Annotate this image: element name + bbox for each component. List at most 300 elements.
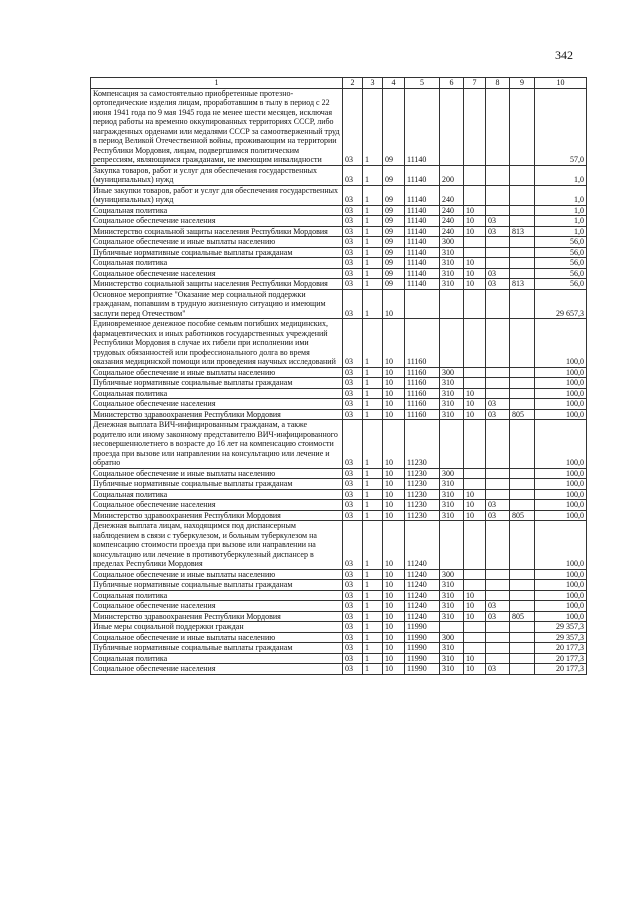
ministry-code-cell <box>510 489 535 500</box>
direction-cell: 11230 <box>405 420 440 469</box>
row-name-cell: Иные закупки товаров, работ и услуг для обеспечения государственных (муниципальных) нужд <box>91 185 343 205</box>
direction-cell: 11140 <box>405 226 440 237</box>
ministry-code-cell: 813 <box>510 226 535 237</box>
subprogram-cell: 09 <box>383 258 405 269</box>
amount-cell: 1,0 <box>535 226 587 237</box>
row-name-cell: Единовременное денежное пособие семьям погибших медицинских, фармацевтических и иных работников государственных учреждений Республики Мордовия в случае их гибели при исполнении ими трудовых обязанностей или профессионального долга во время оказания медицинской помощи или проведения научных исследований <box>91 319 343 368</box>
amount-cell: 100,0 <box>535 409 587 420</box>
table-row <box>91 601 587 612</box>
subprogram-cell: 09 <box>383 268 405 279</box>
table-row <box>91 468 587 479</box>
table-row <box>91 479 587 490</box>
amount-cell: 29 657,3 <box>535 289 587 319</box>
division-cell: 10 <box>464 489 486 500</box>
ministry-code-cell <box>510 258 535 269</box>
expense-type-cell: 300 <box>440 569 464 580</box>
table-row <box>91 489 587 500</box>
program-cell: 1 <box>363 653 383 664</box>
row-name-cell: Основное мероприятие "Оказание мер социальной поддержки гражданам, попавшим в трудную жизненную ситуацию и имеющим заслуги перед Отечеством" <box>91 289 343 319</box>
expense-type-cell <box>440 88 464 165</box>
division-cell: 10 <box>464 409 486 420</box>
ministry-code-cell <box>510 237 535 248</box>
ministry-code-cell <box>510 500 535 511</box>
program-cell: 1 <box>363 409 383 420</box>
program-cell: 1 <box>363 468 383 479</box>
division-cell <box>464 580 486 591</box>
amount-cell: 20 177,3 <box>535 653 587 664</box>
expense-type-cell <box>440 420 464 469</box>
expense-type-cell: 310 <box>440 479 464 490</box>
subdivision-cell <box>486 378 510 389</box>
division-cell: 10 <box>464 664 486 675</box>
row-name-cell: Министерство здравоохранения Республики Мордовия <box>91 409 343 420</box>
ministry-code-cell <box>510 590 535 601</box>
subprogram-cell: 10 <box>383 622 405 633</box>
direction-cell <box>405 289 440 319</box>
expense-type-cell: 310 <box>440 590 464 601</box>
amount-cell: 100,0 <box>535 500 587 511</box>
section-cell: 03 <box>343 590 363 601</box>
ministry-code-cell <box>510 185 535 205</box>
expense-type-cell: 310 <box>440 611 464 622</box>
program-cell: 1 <box>363 268 383 279</box>
table-row <box>91 88 587 165</box>
division-cell: 10 <box>464 510 486 521</box>
ministry-code-cell <box>510 569 535 580</box>
subprogram-cell: 10 <box>383 590 405 601</box>
subdivision-cell <box>486 289 510 319</box>
amount-cell: 29 357,3 <box>535 632 587 643</box>
header-cell: 5 <box>405 78 440 89</box>
subdivision-cell: 03 <box>486 268 510 279</box>
expense-type-cell: 310 <box>440 409 464 420</box>
section-cell: 03 <box>343 500 363 511</box>
subdivision-cell <box>486 367 510 378</box>
ministry-code-cell <box>510 622 535 633</box>
header-cell: 10 <box>535 78 587 89</box>
section-cell: 03 <box>343 664 363 675</box>
table-row <box>91 185 587 205</box>
subprogram-cell: 10 <box>383 653 405 664</box>
row-name-cell: Социальное обеспечение населения <box>91 601 343 612</box>
subprogram-cell: 10 <box>383 500 405 511</box>
subdivision-cell <box>486 388 510 399</box>
direction-cell: 11230 <box>405 510 440 521</box>
ministry-code-cell <box>510 521 535 570</box>
expense-type-cell: 310 <box>440 580 464 591</box>
table-row <box>91 409 587 420</box>
section-cell: 03 <box>343 388 363 399</box>
section-cell: 03 <box>343 185 363 205</box>
subdivision-cell <box>486 569 510 580</box>
program-cell: 1 <box>363 226 383 237</box>
subprogram-cell: 09 <box>383 165 405 185</box>
table-row <box>91 367 587 378</box>
program-cell: 1 <box>363 388 383 399</box>
table-row <box>91 653 587 664</box>
amount-cell: 100,0 <box>535 489 587 500</box>
division-cell <box>464 319 486 368</box>
row-name-cell: Социальная политика <box>91 258 343 269</box>
subprogram-cell: 10 <box>383 521 405 570</box>
table-row <box>91 569 587 580</box>
section-cell: 03 <box>343 258 363 269</box>
table-row <box>91 611 587 622</box>
subdivision-cell: 03 <box>486 664 510 675</box>
expense-type-cell: 200 <box>440 165 464 185</box>
subdivision-cell <box>486 653 510 664</box>
amount-cell: 1,0 <box>535 216 587 227</box>
subdivision-cell: 03 <box>486 399 510 410</box>
direction-cell: 11230 <box>405 468 440 479</box>
amount-cell: 100,0 <box>535 590 587 601</box>
division-cell <box>464 378 486 389</box>
ministry-code-cell <box>510 601 535 612</box>
section-cell: 03 <box>343 643 363 654</box>
expense-type-cell: 310 <box>440 279 464 290</box>
row-name-cell: Социальная политика <box>91 489 343 500</box>
row-name-cell: Публичные нормативные социальные выплаты гражданам <box>91 247 343 258</box>
subprogram-cell: 10 <box>383 632 405 643</box>
direction-cell: 11160 <box>405 378 440 389</box>
row-name-cell: Социальное обеспечение населения <box>91 399 343 410</box>
expense-type-cell: 310 <box>440 378 464 389</box>
row-name-cell: Социальное обеспечение и иные выплаты населению <box>91 632 343 643</box>
ministry-code-cell <box>510 643 535 654</box>
amount-cell: 1,0 <box>535 165 587 185</box>
expense-type-cell: 310 <box>440 268 464 279</box>
row-name-cell: Социальная политика <box>91 205 343 216</box>
amount-cell: 56,0 <box>535 247 587 258</box>
expense-type-cell: 310 <box>440 247 464 258</box>
division-cell <box>464 289 486 319</box>
expense-type-cell: 310 <box>440 510 464 521</box>
subdivision-cell <box>486 205 510 216</box>
row-name-cell: Министерство социальной защиты населения Республики Мордовия <box>91 226 343 237</box>
subdivision-cell <box>486 165 510 185</box>
program-cell: 1 <box>363 664 383 675</box>
direction-cell: 11140 <box>405 247 440 258</box>
section-cell: 03 <box>343 165 363 185</box>
subprogram-cell: 09 <box>383 247 405 258</box>
section-cell: 03 <box>343 205 363 216</box>
subdivision-cell <box>486 258 510 269</box>
ministry-code-cell <box>510 580 535 591</box>
subprogram-cell: 10 <box>383 289 405 319</box>
amount-cell: 100,0 <box>535 569 587 580</box>
section-cell: 03 <box>343 399 363 410</box>
division-cell <box>464 420 486 469</box>
expense-type-cell: 300 <box>440 367 464 378</box>
program-cell: 1 <box>363 590 383 601</box>
section-cell: 03 <box>343 88 363 165</box>
table-row <box>91 258 587 269</box>
ministry-code-cell <box>510 653 535 664</box>
subprogram-cell: 10 <box>383 399 405 410</box>
subprogram-cell: 09 <box>383 226 405 237</box>
subprogram-cell: 10 <box>383 468 405 479</box>
subprogram-cell: 10 <box>383 409 405 420</box>
subdivision-cell: 03 <box>486 601 510 612</box>
ministry-code-cell: 813 <box>510 279 535 290</box>
expense-type-cell: 310 <box>440 399 464 410</box>
section-cell: 03 <box>343 289 363 319</box>
direction-cell: 11230 <box>405 479 440 490</box>
amount-cell: 100,0 <box>535 319 587 368</box>
direction-cell: 11160 <box>405 388 440 399</box>
row-name-cell: Социальная политика <box>91 590 343 601</box>
subprogram-cell: 10 <box>383 319 405 368</box>
amount-cell: 56,0 <box>535 258 587 269</box>
subdivision-cell <box>486 622 510 633</box>
section-cell: 03 <box>343 409 363 420</box>
division-cell <box>464 247 486 258</box>
program-cell: 1 <box>363 205 383 216</box>
program-cell: 1 <box>363 88 383 165</box>
subdivision-cell: 03 <box>486 500 510 511</box>
table-row <box>91 500 587 511</box>
row-name-cell: Денежная выплата лицам, находящимся под диспансерным наблюдением в связи с туберкулезом, и больным туберкулезом на компенсацию стоимости проезда при вызове или направлении на консультацию или лечение в противотуберкулезный диспансер в пределах Республики Мордовия <box>91 521 343 570</box>
budget-table <box>90 77 587 675</box>
program-cell: 1 <box>363 500 383 511</box>
program-cell: 1 <box>363 185 383 205</box>
section-cell: 03 <box>343 479 363 490</box>
ministry-code-cell <box>510 399 535 410</box>
amount-cell: 100,0 <box>535 510 587 521</box>
subprogram-cell: 10 <box>383 388 405 399</box>
expense-type-cell <box>440 289 464 319</box>
header-cell: 4 <box>383 78 405 89</box>
section-cell: 03 <box>343 653 363 664</box>
table-row <box>91 510 587 521</box>
subdivision-cell <box>486 237 510 248</box>
header-cell: 3 <box>363 78 383 89</box>
table-row <box>91 205 587 216</box>
direction-cell: 11140 <box>405 185 440 205</box>
program-cell: 1 <box>363 289 383 319</box>
ministry-code-cell: 805 <box>510 510 535 521</box>
expense-type-cell: 300 <box>440 237 464 248</box>
subprogram-cell: 09 <box>383 279 405 290</box>
ministry-code-cell <box>510 664 535 675</box>
amount-cell: 56,0 <box>535 279 587 290</box>
expense-type-cell: 310 <box>440 489 464 500</box>
ministry-code-cell <box>510 268 535 279</box>
direction-cell: 11240 <box>405 569 440 580</box>
direction-cell: 11990 <box>405 622 440 633</box>
table-row <box>91 622 587 633</box>
table-row <box>91 226 587 237</box>
program-cell: 1 <box>363 510 383 521</box>
direction-cell: 11140 <box>405 205 440 216</box>
program-cell: 1 <box>363 643 383 654</box>
program-cell: 1 <box>363 611 383 622</box>
section-cell: 03 <box>343 468 363 479</box>
section-cell: 03 <box>343 420 363 469</box>
division-cell <box>464 569 486 580</box>
row-name-cell: Социальное обеспечение населения <box>91 664 343 675</box>
ministry-code-cell <box>510 319 535 368</box>
table-row <box>91 268 587 279</box>
direction-cell: 11160 <box>405 409 440 420</box>
subprogram-cell: 09 <box>383 216 405 227</box>
direction-cell: 11230 <box>405 500 440 511</box>
section-cell: 03 <box>343 580 363 591</box>
division-cell: 10 <box>464 279 486 290</box>
table-row <box>91 378 587 389</box>
division-cell <box>464 521 486 570</box>
header-cell: 9 <box>510 78 535 89</box>
row-name-cell: Публичные нормативные социальные выплаты гражданам <box>91 479 343 490</box>
program-cell: 1 <box>363 489 383 500</box>
row-name-cell: Социальное обеспечение населения <box>91 500 343 511</box>
ministry-code-cell <box>510 247 535 258</box>
table-row <box>91 289 587 319</box>
amount-cell: 20 177,3 <box>535 643 587 654</box>
table-row <box>91 237 587 248</box>
row-name-cell: Социальное обеспечение и иные выплаты населению <box>91 367 343 378</box>
direction-cell: 11240 <box>405 521 440 570</box>
direction-cell: 11240 <box>405 611 440 622</box>
row-name-cell: Социальное обеспечение и иные выплаты населению <box>91 468 343 479</box>
program-cell: 1 <box>363 521 383 570</box>
subdivision-cell <box>486 479 510 490</box>
expense-type-cell: 310 <box>440 500 464 511</box>
program-cell: 1 <box>363 216 383 227</box>
division-cell <box>464 643 486 654</box>
expense-type-cell: 310 <box>440 664 464 675</box>
subdivision-cell: 03 <box>486 226 510 237</box>
program-cell: 1 <box>363 319 383 368</box>
division-cell <box>464 165 486 185</box>
program-cell: 1 <box>363 165 383 185</box>
ministry-code-cell <box>510 205 535 216</box>
table-row <box>91 643 587 654</box>
expense-type-cell <box>440 319 464 368</box>
direction-cell: 11160 <box>405 319 440 368</box>
row-name-cell: Социальное обеспечение населения <box>91 216 343 227</box>
direction-cell: 11140 <box>405 88 440 165</box>
division-cell: 10 <box>464 399 486 410</box>
subprogram-cell: 10 <box>383 664 405 675</box>
expense-type-cell: 310 <box>440 258 464 269</box>
section-cell: 03 <box>343 367 363 378</box>
section-cell: 03 <box>343 521 363 570</box>
ministry-code-cell <box>510 88 535 165</box>
header-row <box>91 78 587 89</box>
direction-cell: 11990 <box>405 643 440 654</box>
table-row <box>91 165 587 185</box>
division-cell: 10 <box>464 226 486 237</box>
table-row <box>91 590 587 601</box>
header-cell: 7 <box>464 78 486 89</box>
row-name-cell: Социальное обеспечение и иные выплаты населению <box>91 237 343 248</box>
section-cell: 03 <box>343 611 363 622</box>
amount-cell: 100,0 <box>535 580 587 591</box>
ministry-code-cell <box>510 165 535 185</box>
program-cell: 1 <box>363 580 383 591</box>
expense-type-cell <box>440 521 464 570</box>
amount-cell: 100,0 <box>535 399 587 410</box>
subdivision-cell: 03 <box>486 510 510 521</box>
division-cell <box>464 622 486 633</box>
page-number: 342 <box>555 48 573 62</box>
division-cell <box>464 632 486 643</box>
row-name-cell: Министерство социальной защиты населения Республики Мордовия <box>91 279 343 290</box>
row-name-cell: Денежная выплата ВИЧ-инфицированным гражданам, а также родителю или иному законному представителю ВИЧ-инфицированного несовершеннолетнего в возрасте до 16 лет на компенсацию стоимости проезда при вызове или направлении на консультацию или лечение и обратно <box>91 420 343 469</box>
section-cell: 03 <box>343 226 363 237</box>
division-cell: 10 <box>464 611 486 622</box>
expense-type-cell: 300 <box>440 468 464 479</box>
program-cell: 1 <box>363 247 383 258</box>
amount-cell: 57,0 <box>535 88 587 165</box>
subprogram-cell: 10 <box>383 601 405 612</box>
table-row <box>91 279 587 290</box>
row-name-cell: Социальное обеспечение населения <box>91 268 343 279</box>
program-cell: 1 <box>363 420 383 469</box>
program-cell: 1 <box>363 622 383 633</box>
division-cell: 10 <box>464 601 486 612</box>
section-cell: 03 <box>343 319 363 368</box>
subdivision-cell <box>486 319 510 368</box>
row-name-cell: Министерство здравоохранения Республики Мордовия <box>91 611 343 622</box>
table-body <box>91 88 587 674</box>
direction-cell: 11140 <box>405 279 440 290</box>
ministry-code-cell: 805 <box>510 611 535 622</box>
subdivision-cell <box>486 489 510 500</box>
program-cell: 1 <box>363 258 383 269</box>
division-cell <box>464 185 486 205</box>
division-cell <box>464 479 486 490</box>
division-cell <box>464 468 486 479</box>
program-cell: 1 <box>363 279 383 290</box>
row-name-cell: Социальное обеспечение и иные выплаты населению <box>91 569 343 580</box>
expense-type-cell: 310 <box>440 388 464 399</box>
table-row <box>91 319 587 368</box>
amount-cell: 100,0 <box>535 420 587 469</box>
section-cell: 03 <box>343 510 363 521</box>
program-cell: 1 <box>363 237 383 248</box>
section-cell: 03 <box>343 632 363 643</box>
division-cell: 10 <box>464 216 486 227</box>
row-name-cell: Социальная политика <box>91 388 343 399</box>
amount-cell: 1,0 <box>535 205 587 216</box>
expense-type-cell: 240 <box>440 216 464 227</box>
division-cell: 10 <box>464 388 486 399</box>
section-cell: 03 <box>343 601 363 612</box>
section-cell: 03 <box>343 237 363 248</box>
direction-cell: 11990 <box>405 632 440 643</box>
subdivision-cell <box>486 580 510 591</box>
expense-type-cell <box>440 622 464 633</box>
direction-cell: 11140 <box>405 165 440 185</box>
section-cell: 03 <box>343 489 363 500</box>
section-cell: 03 <box>343 378 363 389</box>
subdivision-cell <box>486 88 510 165</box>
direction-cell: 11160 <box>405 399 440 410</box>
amount-cell: 56,0 <box>535 268 587 279</box>
subdivision-cell <box>486 643 510 654</box>
ministry-code-cell <box>510 289 535 319</box>
amount-cell: 100,0 <box>535 468 587 479</box>
division-cell: 10 <box>464 258 486 269</box>
amount-cell: 100,0 <box>535 378 587 389</box>
amount-cell: 100,0 <box>535 601 587 612</box>
direction-cell: 11230 <box>405 489 440 500</box>
amount-cell: 100,0 <box>535 367 587 378</box>
ministry-code-cell <box>510 367 535 378</box>
section-cell: 03 <box>343 247 363 258</box>
